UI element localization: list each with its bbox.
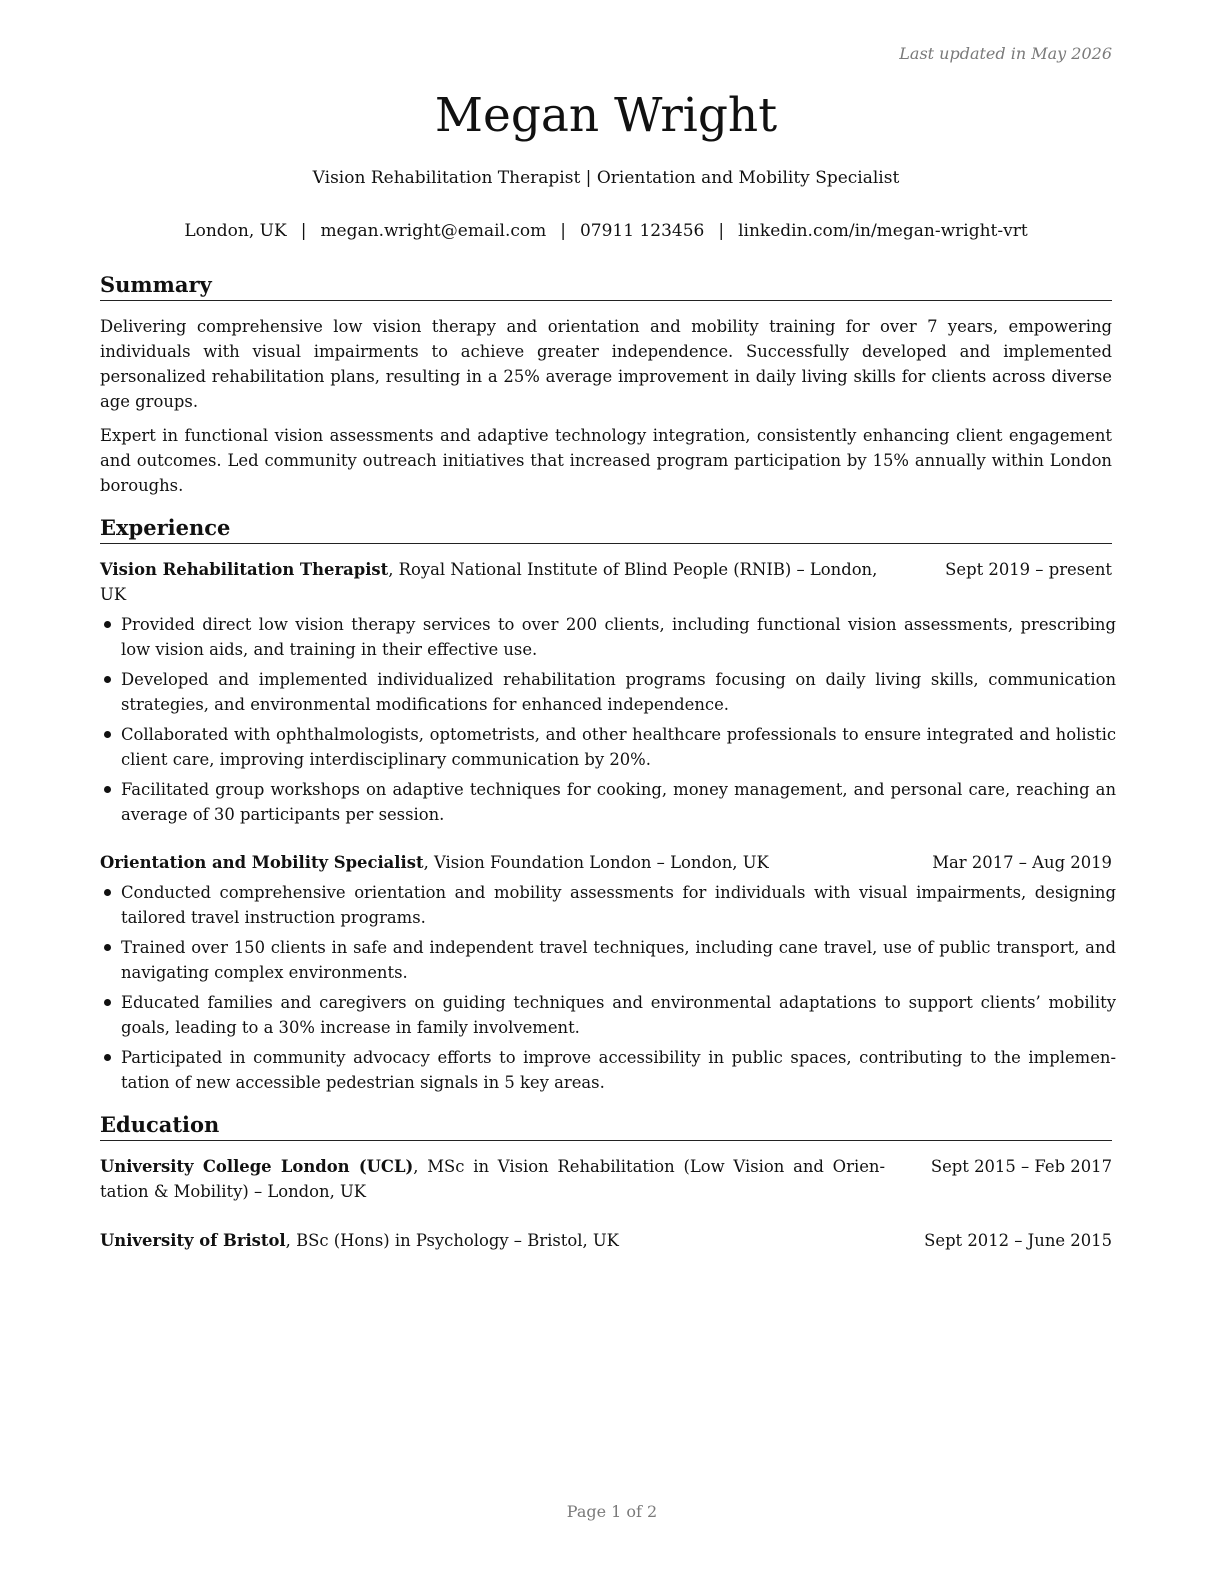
job-bullet: Facilitated group workshops on adaptive techniques for cooking, money management, and personal care, reaching an average of 30 participants per session. <box>100 777 1116 827</box>
bullet-icon <box>104 944 111 951</box>
bullet-icon <box>104 786 111 793</box>
education-detail: , MSc in Vision Rehabilitation (Low Vision and Orientation & Mobility) – London, UK <box>100 1157 885 1201</box>
job-bullet: Participated in community advocacy efforts to improve accessibility in public spaces, contributing to the implementation of new accessible pedestrian signals in 5 key areas. <box>100 1045 1116 1095</box>
summary-paragraph: Expert in functional vision assessments and adaptive technology integration, consistently enhancing client engagement and outcomes. Led community outreach initiatives that increased program participation by 15% annually within London boroughs. <box>100 426 1112 495</box>
job-header <box>100 850 1112 875</box>
candidate-name: Megan Wright <box>434 88 778 143</box>
bullet-icon <box>104 999 111 1006</box>
summary-paragraph: Delivering comprehensive low vision therapy and orientation and mobility training for over 7 years, empowering individuals with visual impairments to achieve greater independence. Successfully developed and implemented personalized rehabilitation plans, resulting in a 25% average improvement in daily living skills for clients across diverse age groups. <box>100 317 1112 411</box>
page-indicator: Page 1 of 2 <box>566 1502 658 1521</box>
job-bullet-list <box>100 880 1116 1100</box>
contact-separator: | <box>718 221 725 241</box>
bullet-icon <box>104 731 111 738</box>
job-bullet: Collaborated with ophthalmologists, optometrists, and other healthcare professionals to ensure integrated and holistic client care, improving interdisciplinary communication by 20%. <box>100 722 1116 772</box>
education-dates: Sept 2012 – June 2015 <box>924 1231 1112 1250</box>
contact-separator: | <box>560 221 566 241</box>
education-dates: Sept 2015 – Feb 2017 <box>930 1157 1112 1176</box>
job-bullet: Developed and implemented individualized rehabilitation programs focusing on daily living skills, communication strategies, and environmental modifications for enhanced independence. <box>100 667 1116 717</box>
bullet-icon <box>104 621 111 628</box>
summary-heading: Summary <box>100 272 1112 301</box>
education-detail: , BSc (Hons) in Psychology – Bristol, UK <box>285 1231 619 1250</box>
education-school: University of Bristol <box>100 1231 286 1250</box>
education-school: University College London (UCL) <box>100 1157 414 1176</box>
job-organization: , Vision Foundation London – London, UK <box>423 853 769 872</box>
job-bullet: Educated families and caregivers on guiding techniques and environmental adaptations to support clients’ mobility goals, leading to a 30% increase in family involvement. <box>100 990 1116 1040</box>
bullet-icon <box>104 1054 111 1061</box>
bullet-icon <box>104 889 111 896</box>
education-entry <box>100 1228 1112 1253</box>
job-role: Orientation and Mobility Specialist <box>100 853 424 872</box>
job-bullet-list <box>100 612 1116 832</box>
contact-separator: | <box>300 221 307 241</box>
job-dates: Sept 2019 – present <box>945 560 1112 579</box>
contact-location: London, UK <box>184 221 287 241</box>
job-bullet: Conducted comprehensive orientation and mobility assessments for individuals with visual impairments, designing tailored travel instruction programs. <box>100 880 1116 930</box>
job-organization: , Royal National Institute of Blind People (RNIB) – London, UK <box>100 560 878 604</box>
contact-linkedin-link[interactable]: linkedin.com/in/megan-wright-vrt <box>738 221 1028 241</box>
contact-email-link[interactable]: megan.wright@email.com <box>320 221 547 241</box>
job-dates: Mar 2017 – Aug 2019 <box>932 853 1112 872</box>
headline: Vision Rehabilitation Therapist | Orientation and Mobility Specialist <box>312 168 900 188</box>
education-heading: Education <box>100 1112 1112 1141</box>
job-bullet: Provided direct low vision therapy services to over 200 clients, including functional vision assessments, prescribing low vision aids, and training in their effective use. <box>100 612 1116 662</box>
contact-phone: 07911 123456 <box>579 221 705 241</box>
last-updated-note: Last updated in May 2026 <box>899 44 1112 63</box>
job-role: Vision Rehabilitation Therapist <box>100 560 389 579</box>
education-entry <box>100 1154 1112 1204</box>
job-bullet: Trained over 150 clients in safe and independent travel techniques, including cane travel, use of public transport, and navigating complex environments. <box>100 935 1116 985</box>
contact-line <box>100 219 1112 243</box>
experience-heading: Experience <box>100 515 1112 544</box>
bullet-icon <box>104 676 111 683</box>
job-header <box>100 557 1112 607</box>
